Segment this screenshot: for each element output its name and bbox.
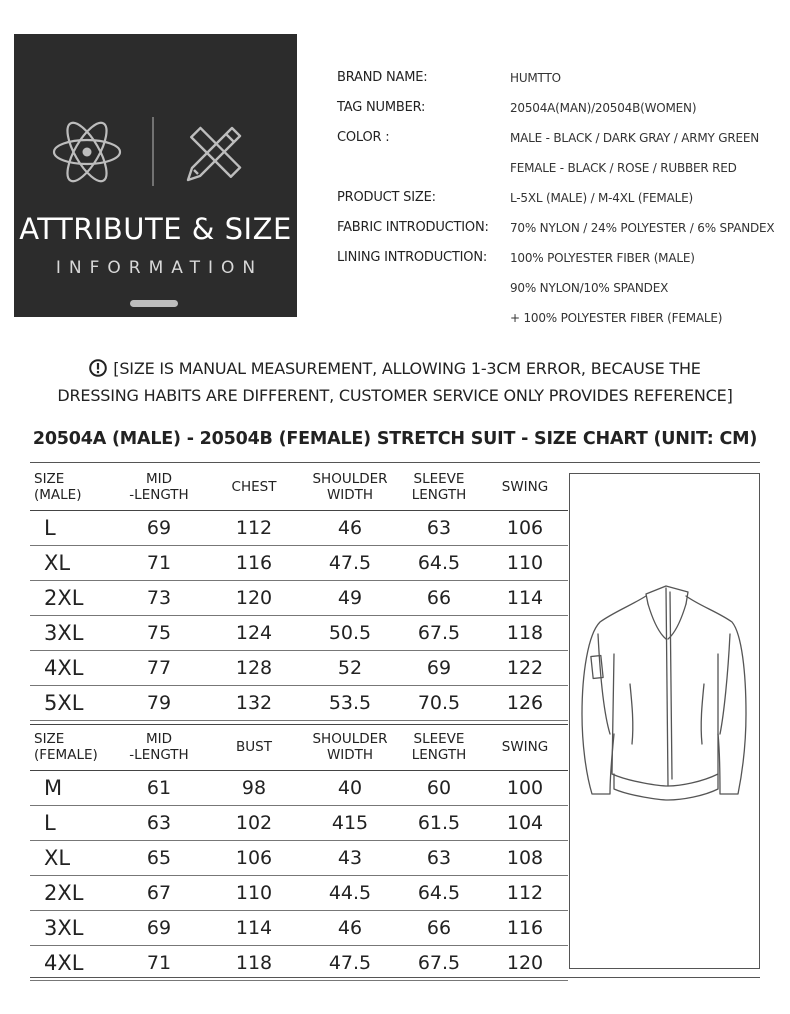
measurement-cell: 44.5 <box>304 875 396 910</box>
measurement-cell: 67.5 <box>396 945 482 980</box>
female-table-body <box>30 770 568 980</box>
attr-value: + 100% POLYESTER FIBER (FEMALE) <box>510 311 723 325</box>
notice-text-1: [SIZE IS MANUAL MEASUREMENT, ALLOWING 1-3CM ERROR, BECAUSE THE <box>113 359 701 378</box>
attr-value: 100% POLYESTER FIBER (MALE) <box>510 251 695 265</box>
measurement-cell: 110 <box>482 545 568 580</box>
measurement-cell: 69 <box>114 910 204 945</box>
measurement-cell: 120 <box>482 945 568 980</box>
measurement-cell: 50.5 <box>304 615 396 650</box>
table-row <box>30 650 568 685</box>
header-chest: CHEST <box>204 464 304 510</box>
header-mid-length: MID -LENGTH <box>114 725 204 770</box>
measurement-cell: 49 <box>304 580 396 615</box>
measurement-cell: 112 <box>482 875 568 910</box>
measurement-cell: 106 <box>204 840 304 875</box>
table-row <box>30 875 568 910</box>
table-row <box>30 805 568 840</box>
size-cell: XL <box>30 840 114 875</box>
measurement-cell: 67 <box>114 875 204 910</box>
size-cell: 2XL <box>30 580 114 615</box>
attr-key: LINING INTRODUCTION: <box>337 250 488 265</box>
attr-value: HUMTTO <box>510 71 561 85</box>
table-row <box>30 945 568 980</box>
measurement-cell: 114 <box>482 580 568 615</box>
attribute-size-badge <box>14 34 297 317</box>
size-cell: 5XL <box>30 685 114 720</box>
measurement-cell: 47.5 <box>304 545 396 580</box>
notice-text-2: DRESSING HABITS ARE DIFFERENT, CUSTOMER SERVICE ONLY PROVIDES REFERENCE] <box>57 386 733 405</box>
measurement-cell: 64.5 <box>396 545 482 580</box>
header-swing: SWING <box>482 725 568 770</box>
size-cell: 2XL <box>30 875 114 910</box>
male-table-body <box>30 510 568 720</box>
table-row <box>30 615 568 650</box>
table-row <box>30 840 568 875</box>
measurement-cell: 63 <box>396 510 482 545</box>
measurement-notice <box>40 355 750 409</box>
measurement-cell: 40 <box>304 770 396 805</box>
bottom-divider <box>30 977 760 978</box>
measurement-cell: 67.5 <box>396 615 482 650</box>
measurement-cell: 116 <box>204 545 304 580</box>
jacket-icon <box>570 474 759 968</box>
title-divider <box>30 462 760 463</box>
measurement-cell: 102 <box>204 805 304 840</box>
attr-value: 70% NYLON / 24% POLYESTER / 6% SPANDEX <box>510 221 775 235</box>
table-row <box>30 580 568 615</box>
measurement-cell: 120 <box>204 580 304 615</box>
measurement-cell: 104 <box>482 805 568 840</box>
table-row <box>30 770 568 805</box>
measurement-cell: 114 <box>204 910 304 945</box>
measurement-cell: 70.5 <box>396 685 482 720</box>
measurement-cell: 128 <box>204 650 304 685</box>
badge-subtitle: INFORMATION <box>55 258 264 278</box>
measurement-cell: 47.5 <box>304 945 396 980</box>
attr-value: 90% NYLON/10% SPANDEX <box>510 281 669 295</box>
table-header-row <box>30 725 568 770</box>
size-cell: 4XL <box>30 945 114 980</box>
size-cell: XL <box>30 545 114 580</box>
header-mid-length: MID -LENGTH <box>114 464 204 510</box>
measurement-cell: 63 <box>396 840 482 875</box>
measurement-cell: 43 <box>304 840 396 875</box>
atom-icon <box>54 117 120 186</box>
measurement-cell: 60 <box>396 770 482 805</box>
measurement-cell: 61.5 <box>396 805 482 840</box>
attr-key: COLOR : <box>337 130 390 145</box>
measurement-cell: 122 <box>482 650 568 685</box>
measurement-cell: 69 <box>396 650 482 685</box>
attr-key: BRAND NAME: <box>337 70 428 85</box>
measurement-cell: 98 <box>204 770 304 805</box>
measurement-cell: 69 <box>114 510 204 545</box>
attr-value: L-5XL (MALE) / M-4XL (FEMALE) <box>510 191 693 205</box>
table-row <box>30 910 568 945</box>
measurement-cell: 66 <box>396 580 482 615</box>
measurement-cell: 100 <box>482 770 568 805</box>
size-cell: M <box>30 770 114 805</box>
measurement-cell: 75 <box>114 615 204 650</box>
measurement-cell: 415 <box>304 805 396 840</box>
measurement-cell: 46 <box>304 510 396 545</box>
measurement-cell: 108 <box>482 840 568 875</box>
measurement-cell: 118 <box>204 945 304 980</box>
measurement-cell: 63 <box>114 805 204 840</box>
size-chart-title: 20504A (MALE) - 20504B (FEMALE) STRETCH SUIT - SIZE CHART (UNIT: CM) <box>32 429 758 449</box>
attr-key: FABRIC INTRODUCTION: <box>337 220 489 235</box>
measurement-cell: 132 <box>204 685 304 720</box>
measurement-cell: 124 <box>204 615 304 650</box>
measurement-cell: 65 <box>114 840 204 875</box>
measurement-cell: 66 <box>396 910 482 945</box>
jacket-illustration-box <box>569 473 760 969</box>
measurement-cell: 46 <box>304 910 396 945</box>
attr-value: MALE - BLACK / DARK GRAY / ARMY GREEN <box>510 131 760 145</box>
header-size: SIZE (MALE) <box>30 464 114 510</box>
warning-icon <box>89 359 107 377</box>
table-row <box>30 510 568 545</box>
measurement-cell: 112 <box>204 510 304 545</box>
notice-line-1 <box>40 355 750 382</box>
measurement-cell: 73 <box>114 580 204 615</box>
header-shoulder-width: SHOULDER WIDTH <box>304 725 396 770</box>
attr-key: TAG NUMBER: <box>337 100 426 115</box>
female-size-table <box>30 725 568 981</box>
header-shoulder-width: SHOULDER WIDTH <box>304 464 396 510</box>
size-cell: L <box>30 805 114 840</box>
measurement-cell: 126 <box>482 685 568 720</box>
header-sleeve-length: SLEEVE LENGTH <box>396 725 482 770</box>
attr-key: PRODUCT SIZE: <box>337 190 436 205</box>
measurement-cell: 71 <box>114 945 204 980</box>
size-cell: 4XL <box>30 650 114 685</box>
attr-value: FEMALE - BLACK / ROSE / RUBBER RED <box>510 161 737 175</box>
measurement-cell: 116 <box>482 910 568 945</box>
table-row <box>30 685 568 720</box>
ruler-pencil-icon <box>188 128 240 180</box>
size-cell: 3XL <box>30 910 114 945</box>
header-bust: BUST <box>204 725 304 770</box>
header-size: SIZE (FEMALE) <box>30 725 114 770</box>
size-cell: L <box>30 510 114 545</box>
badge-title: ATTRIBUTE & SIZE <box>19 212 292 246</box>
measurement-cell: 110 <box>204 875 304 910</box>
table-row <box>30 545 568 580</box>
measurement-cell: 61 <box>114 770 204 805</box>
measurement-cell: 71 <box>114 545 204 580</box>
size-cell: 3XL <box>30 615 114 650</box>
measurement-cell: 52 <box>304 650 396 685</box>
header-sleeve-length: SLEEVE LENGTH <box>396 464 482 510</box>
measurement-cell: 79 <box>114 685 204 720</box>
header-swing: SWING <box>482 464 568 510</box>
attr-value: 20504A(MAN)/20504B(WOMEN) <box>510 101 697 115</box>
measurement-cell: 53.5 <box>304 685 396 720</box>
male-size-table <box>30 464 568 721</box>
badge-decor-bar <box>130 300 178 307</box>
measurement-cell: 64.5 <box>396 875 482 910</box>
badge-icons <box>14 112 297 192</box>
measurement-cell: 106 <box>482 510 568 545</box>
table-header-row <box>30 464 568 510</box>
measurement-cell: 118 <box>482 615 568 650</box>
measurement-cell: 77 <box>114 650 204 685</box>
